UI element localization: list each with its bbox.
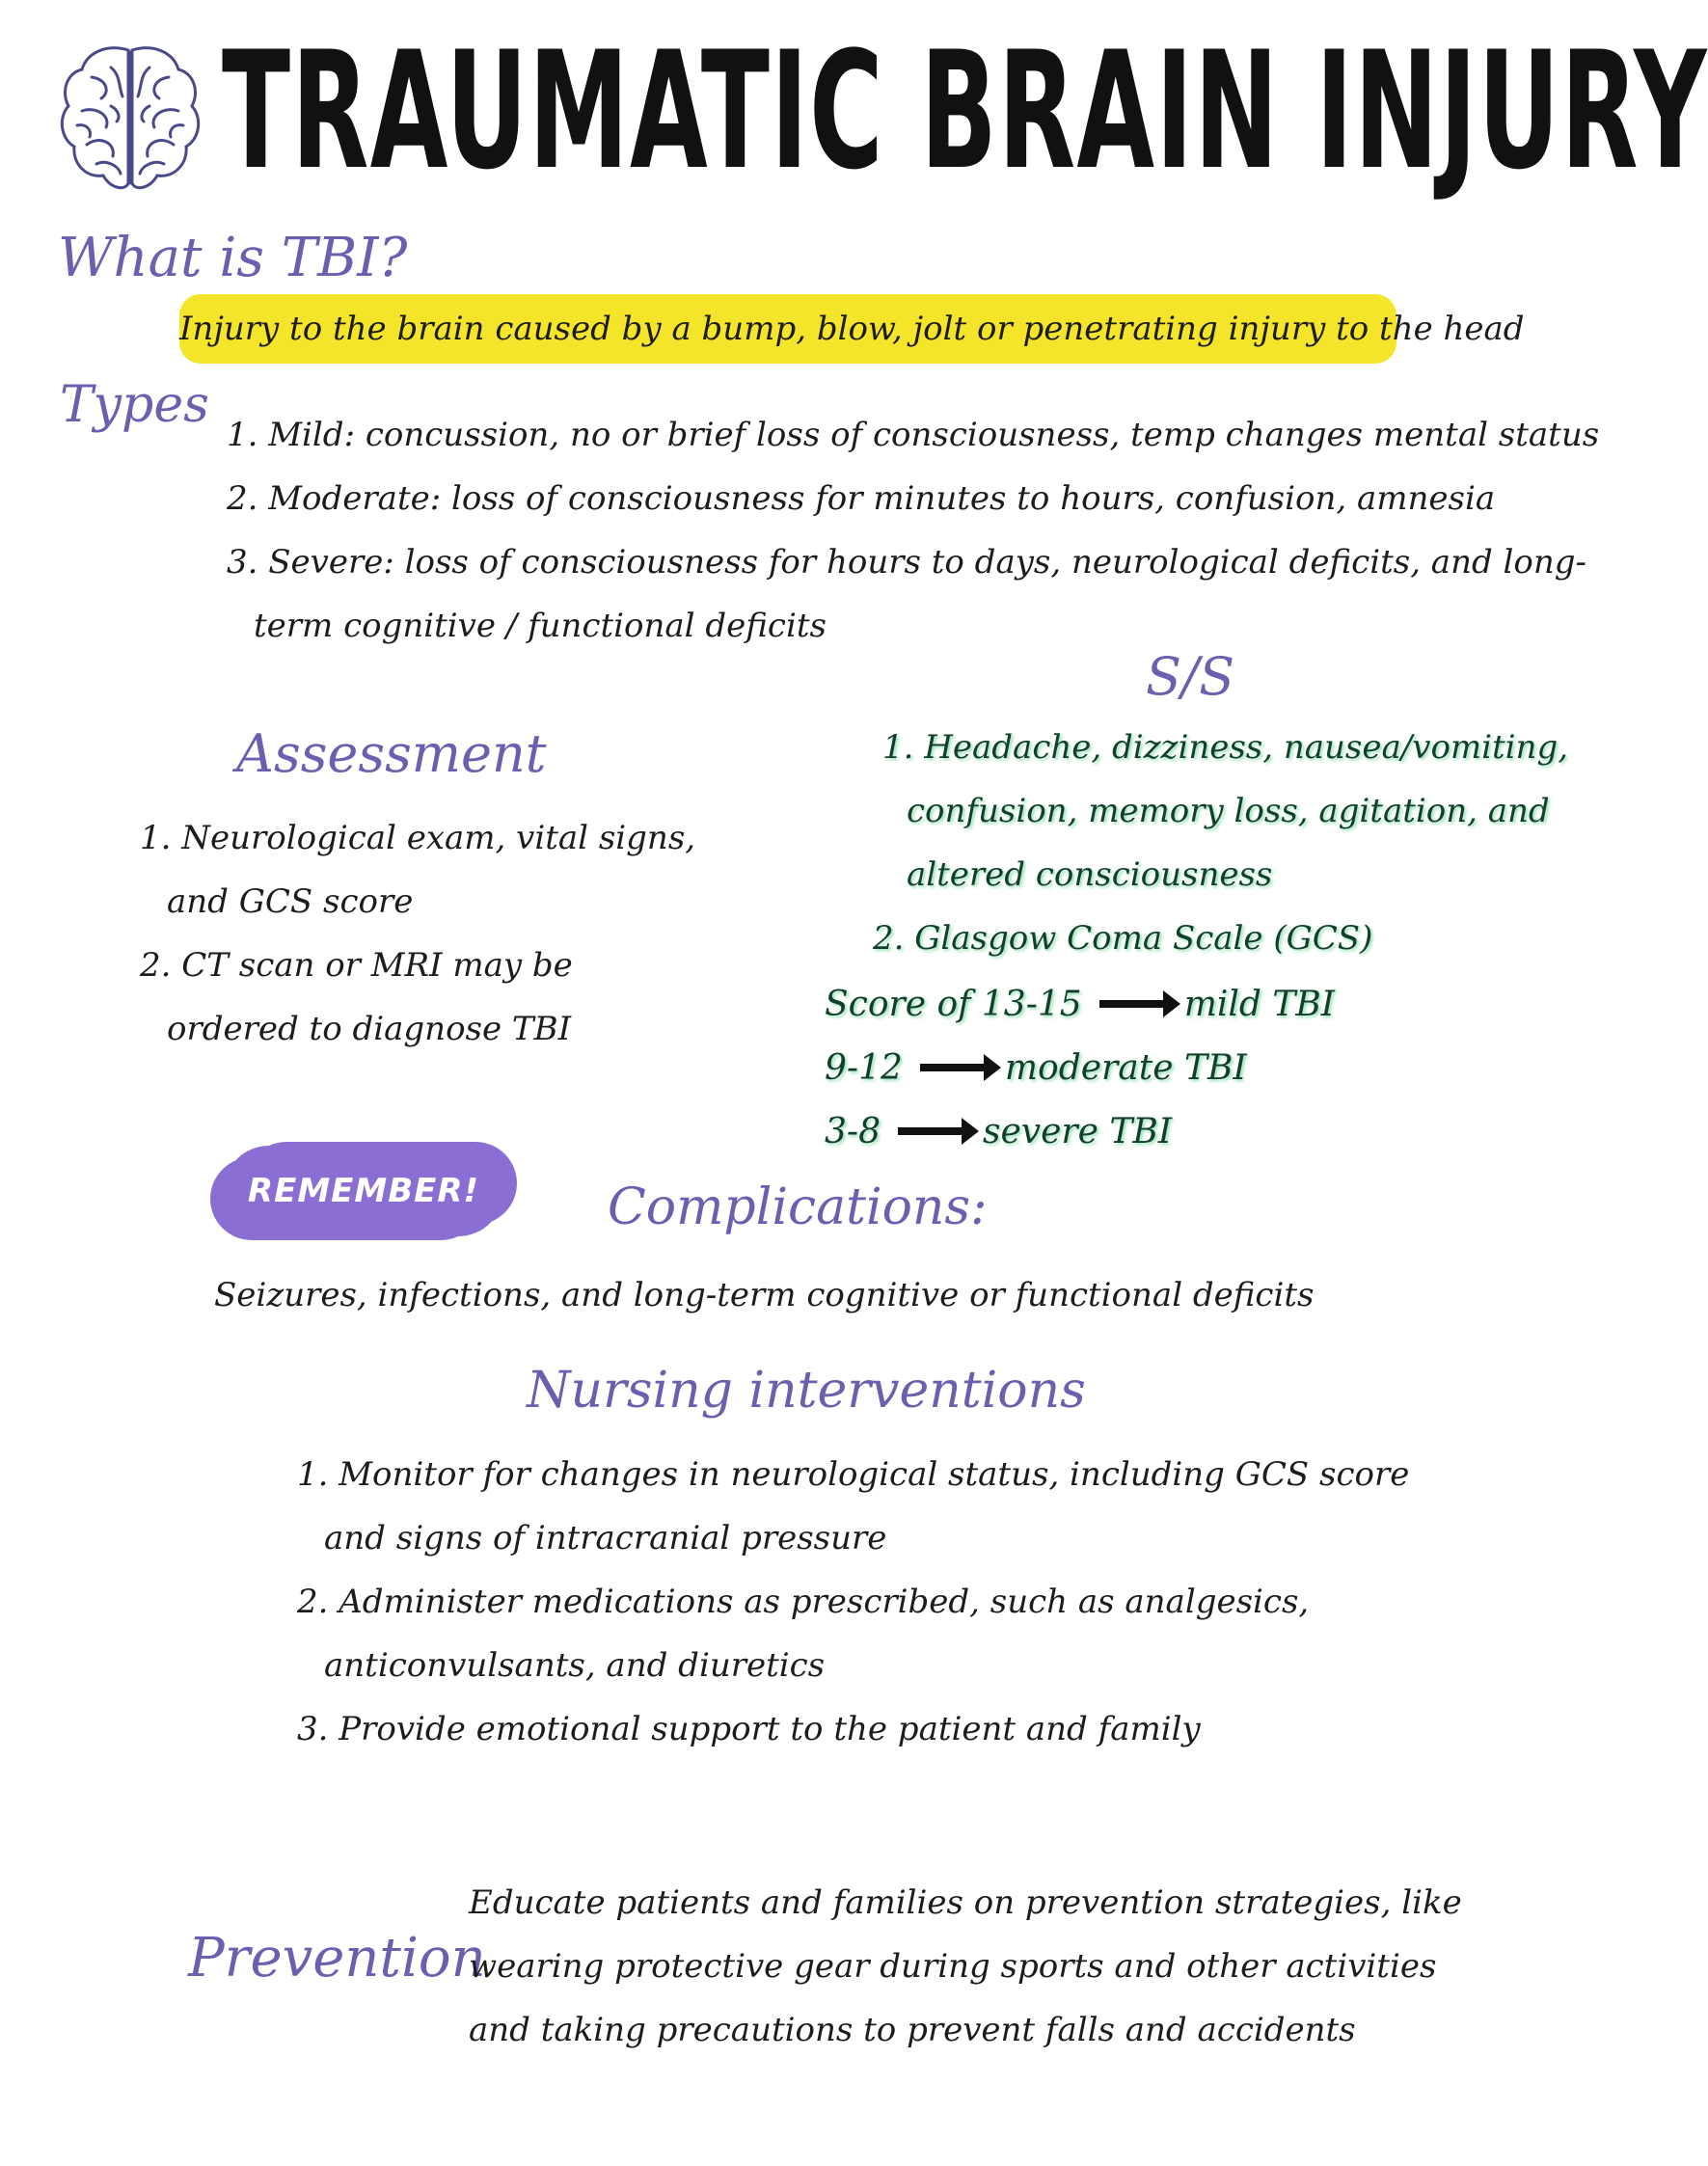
nursing-line: 3. Provide emotional support to the patient and family bbox=[297, 1710, 1201, 1748]
complications-text: Seizures, infections, and long-term cognitive or functional deficits bbox=[214, 1276, 1315, 1314]
ss-heading: S/S bbox=[1146, 646, 1235, 707]
brain-icon bbox=[53, 39, 207, 203]
gcs-score: Score of 13-15 bbox=[825, 984, 1082, 1024]
gcs-row bbox=[825, 1099, 1335, 1163]
nursing-line: anticonvulsants, and diuretics bbox=[324, 1646, 826, 1685]
types-heading: Types bbox=[60, 376, 209, 434]
gcs-result: moderate TBI bbox=[1004, 1047, 1247, 1088]
types-line: 3. Severe: loss of consciousness for hours to days, neurological deficits, and long- bbox=[227, 543, 1587, 582]
prevention-line: wearing protective gear during sports and other activities bbox=[469, 1947, 1437, 1986]
what-is-tbi-heading: What is TBI? bbox=[58, 227, 408, 289]
ss-line: altered consciousness bbox=[907, 855, 1273, 894]
ss-list bbox=[825, 716, 1568, 970]
prevention-line: Educate patients and families on prevention strategies, like bbox=[469, 1883, 1462, 1922]
prevention-line: and taking precautions to prevent falls and accidents bbox=[469, 2011, 1356, 2049]
types-line: 1. Mild: concussion, no or brief loss of consciousness, temp changes mental status bbox=[227, 416, 1600, 454]
definition-highlight: Injury to the brain caused by a bump, blow, jolt or penetrating injury to the head bbox=[179, 294, 1396, 364]
nursing-line: 1. Monitor for changes in neurological status, including GCS score bbox=[297, 1455, 1410, 1494]
nursing-line: 2. Administer medications as prescribed, such as analgesics, bbox=[297, 1583, 1310, 1621]
page-title: TRAUMATIC BRAIN INJURY bbox=[222, 16, 1708, 205]
assessment-list bbox=[140, 806, 695, 1061]
assessment-line: 2. CT scan or MRI may be bbox=[140, 946, 573, 985]
remember-badge: REMEMBER! bbox=[224, 1146, 503, 1236]
prevention-heading: Prevention bbox=[188, 1927, 486, 1990]
types-list bbox=[227, 403, 1599, 658]
arrow-right-icon bbox=[920, 1064, 988, 1071]
nursing-list bbox=[297, 1443, 1409, 1761]
gcs-score: 3-8 bbox=[825, 1111, 881, 1151]
types-line: term cognitive / functional deficits bbox=[254, 607, 827, 645]
complications-heading: Complications: bbox=[608, 1178, 988, 1236]
gcs-row bbox=[825, 1036, 1335, 1099]
assessment-line: 1. Neurological exam, vital signs, bbox=[140, 819, 696, 857]
arrow-right-icon bbox=[898, 1127, 965, 1135]
ss-line: confusion, memory loss, agitation, and bbox=[907, 792, 1550, 830]
gcs-result: severe TBI bbox=[982, 1111, 1173, 1151]
arrow-right-icon bbox=[1099, 1000, 1167, 1008]
prevention-text bbox=[469, 1871, 1462, 2062]
gcs-row bbox=[825, 972, 1335, 1036]
ss-line: 1. Headache, dizziness, nausea/vomiting, bbox=[882, 728, 1569, 767]
types-line: 2. Moderate: loss of consciousness for minutes to hours, confusion, amnesia bbox=[227, 479, 1496, 518]
gcs-list bbox=[825, 972, 1335, 1163]
gcs-result: mild TBI bbox=[1183, 984, 1336, 1024]
assessment-heading: Assessment bbox=[236, 723, 547, 784]
ss-line: 2. Glasgow Coma Scale (GCS) bbox=[873, 919, 1373, 958]
gcs-score: 9-12 bbox=[825, 1047, 903, 1088]
assessment-line: and GCS score bbox=[167, 882, 414, 921]
nursing-interventions-heading: Nursing interventions bbox=[527, 1362, 1086, 1420]
assessment-line: ordered to diagnose TBI bbox=[167, 1010, 572, 1048]
nursing-line: and signs of intracranial pressure bbox=[324, 1519, 887, 1557]
